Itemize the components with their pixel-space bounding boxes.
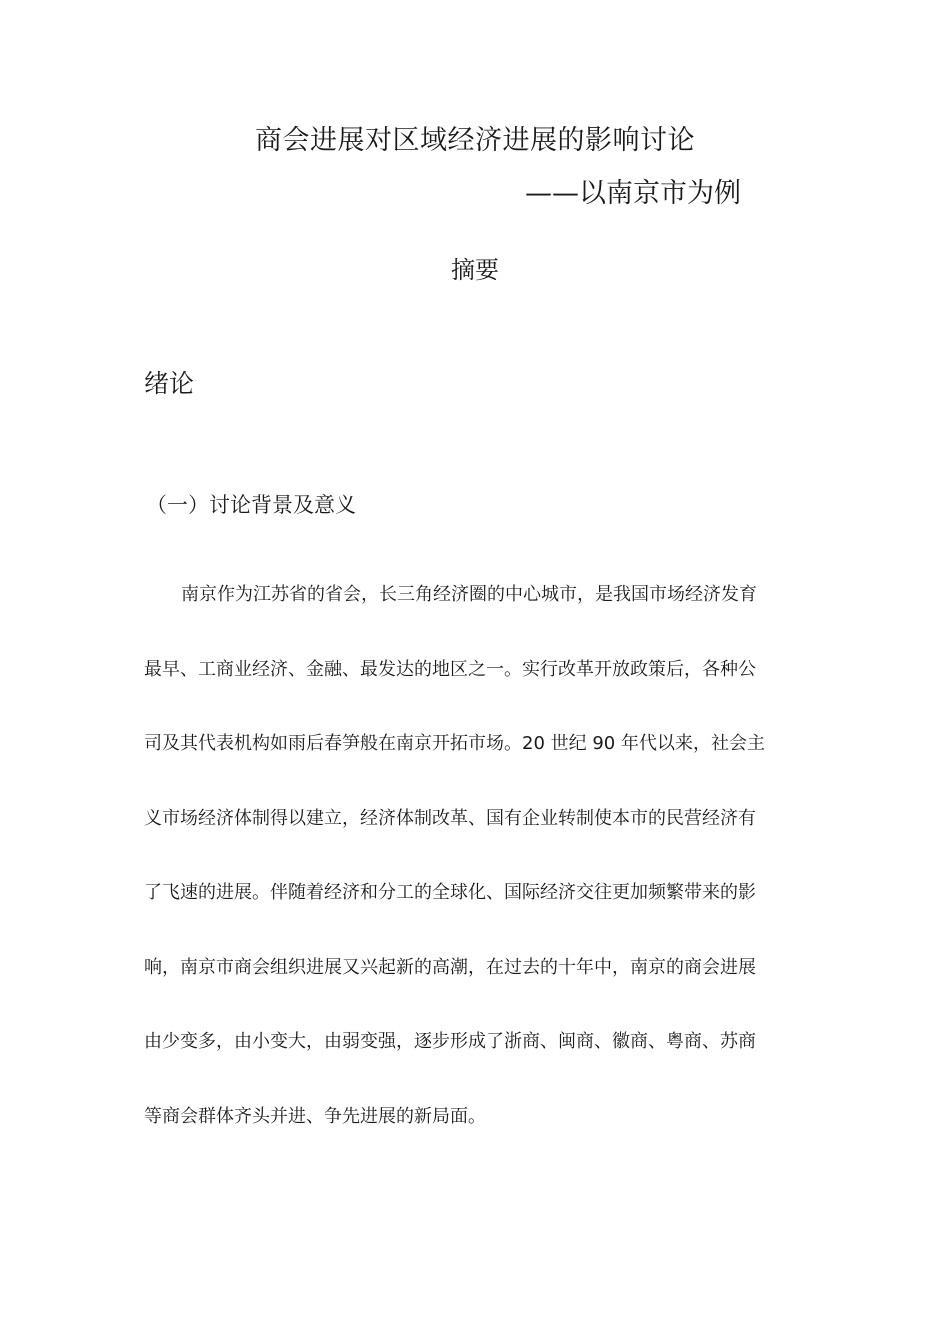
paragraph-line: 由少变多，由小变大，由弱变强，逐步形成了浙商、闽商、徽商、粤商、苏商 — [144, 1031, 756, 1052]
paragraph-line: 响，南京市商会组织进展又兴起新的高潮，在过去的十年中，南京的商会进展 — [144, 956, 756, 978]
body-paragraph — [144, 578, 814, 1174]
document-subtitle: ——以南京市为例 — [525, 178, 741, 209]
paragraph-line: 等商会群体齐头并进、争先进展的新局面。 — [144, 1105, 486, 1127]
introduction-heading: 绪论 — [144, 369, 195, 398]
paragraph-line: 南京作为江苏省的省会，长三角经济圈的中心城市，是我国市场经济发育 — [181, 584, 757, 605]
document-title: 商会进展对区域经济进展的影响讨论 — [255, 125, 695, 156]
paragraph-line: 司及其代表机构如雨后春笋般在南京开拓市场。20 世纪 90 年代以来，社会主 — [144, 733, 765, 754]
section-heading-background: （一）讨论背景及意义 — [146, 493, 356, 517]
abstract-heading: 摘要 — [451, 256, 499, 284]
paragraph-line: 最早、工商业经济、金融、最发达的地区之一。实行改革开放政策后，各种公 — [144, 658, 756, 680]
paragraph-line: 了飞速的进展。伴随着经济和分工的全球化、国际经济交往更加频繁带来的影 — [144, 882, 756, 903]
paragraph-line: 义市场经济体制得以建立，经济体制改革、国有企业转制使本市的民营经济有 — [144, 807, 756, 829]
